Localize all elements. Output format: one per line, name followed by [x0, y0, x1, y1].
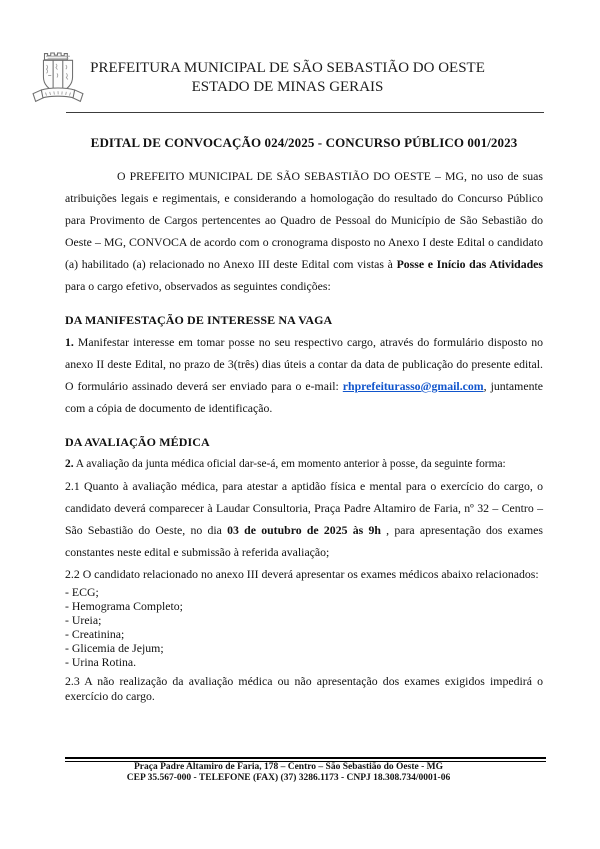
org-name-line1: PREFEITURA MUNICIPAL DE SÃO SEBASTIÃO DO OESTE [90, 60, 485, 76]
exam-item: - Hemograma Completo; [65, 599, 183, 613]
item-1-tail: , juntamente com a cópia de documento de identificação. [65, 379, 543, 415]
item-2-text: A avaliação da junta médica oficial dar-se-á, em momento anterior à posse, da seguinte forma: [73, 458, 506, 470]
item-1-paragraph [65, 331, 543, 419]
organization-name [65, 59, 510, 97]
footer-address-block [65, 762, 512, 784]
section-heading-avaliacao: DA AVALIAÇÃO MÉDICA [65, 435, 210, 449]
intro-paragraph [65, 165, 543, 297]
item-2-number: 2. [65, 458, 74, 470]
item-2-1-bold-date: 03 de outubro de 2025 às 9h [227, 523, 381, 537]
item-2-2-paragraph: 2.2 O candidato relacionado no anexo III deverá apresentar os exames médicos abaixo relacionados: [65, 567, 539, 581]
exam-item: - Urina Rotina. [65, 655, 137, 669]
org-name-line2: ESTADO DE MINAS GERAIS [191, 79, 384, 95]
item-1-number: 1. [65, 335, 74, 349]
header-divider [66, 112, 544, 113]
intro-bold-phrase: Posse e Início das Atividades [396, 257, 543, 271]
document-body [65, 135, 543, 704]
exam-item: - Ureia; [65, 613, 102, 627]
exam-item: - Glicemia de Jejum; [65, 641, 164, 655]
intro-text: O PREFEITO MUNICIPAL DE SÃO SEBASTIÃO DO OESTE – MG, no uso de suas atribuições legais e regimentais, e considerando a homologação do resultado do Concurso Público para Provimento de Cargos pertencentes ao Quadro de Pessoal do Município de São Sebastião do Oeste – MG, CONVOCA de acordo com o cronograma disposto no Anexo I deste Edital o candidato (a) habilitado (a) relacionado no Anexo III deste Edital com vistas à [65, 169, 543, 271]
section-heading-interesse: DA MANIFESTAÇÃO DE INTERESSE NA VAGA [65, 313, 333, 327]
intro-tail: para o cargo efetivo, observados as seguintes condições: [65, 279, 331, 293]
item-2-1-tail: , para apresentação dos exames constantes neste edital e submissão à referida avaliação; [65, 523, 544, 559]
email-link[interactable]: rhprefeiturasso@gmail.com [342, 379, 484, 393]
exam-list [65, 585, 543, 669]
footer-cep-line: CEP 35.567-000 - TELEFONE (FAX) (37) 3286.1173 - CNPJ 18.308.734/0001-06 [126, 773, 451, 783]
exam-item: - Creatinina; [65, 627, 125, 641]
document-title: EDITAL DE CONVOCAÇÃO 024/2025 - CONCURSO PÚBLICO 001/2023 [90, 135, 518, 150]
item-2-3-paragraph: 2.3 A não realização da avaliação médica ou não apresentação dos exames exigidos impedirá o exercício do cargo. [65, 674, 543, 703]
item-1-text: Manifestar interesse em tomar posse no seu respectivo cargo, através do formulário disposto no anexo II deste Edital, no prazo de 3(três) dias úteis a contar da data de publicação do presente edital. O formulário assinado deverá ser enviado para o e-mail: [65, 335, 543, 393]
exam-item: - ECG; [65, 585, 99, 599]
item-2-1-text: 2.1 Quanto à avaliação médica, para atestar a aptidão física e mental para o exercício do cargo, o candidato deverá comparecer à Laudar Consultoria, Praça Padre Altamiro de Faria, nº 32 – Centro – São Sebastião do Oeste, no dia [65, 479, 543, 537]
footer-address-line: Praça Padre Altamiro de Faria, 178 – Centro – São Sebastião do Oeste - MG [134, 762, 443, 772]
item-2-1-paragraph [65, 475, 543, 563]
item-2-paragraph [65, 453, 543, 475]
